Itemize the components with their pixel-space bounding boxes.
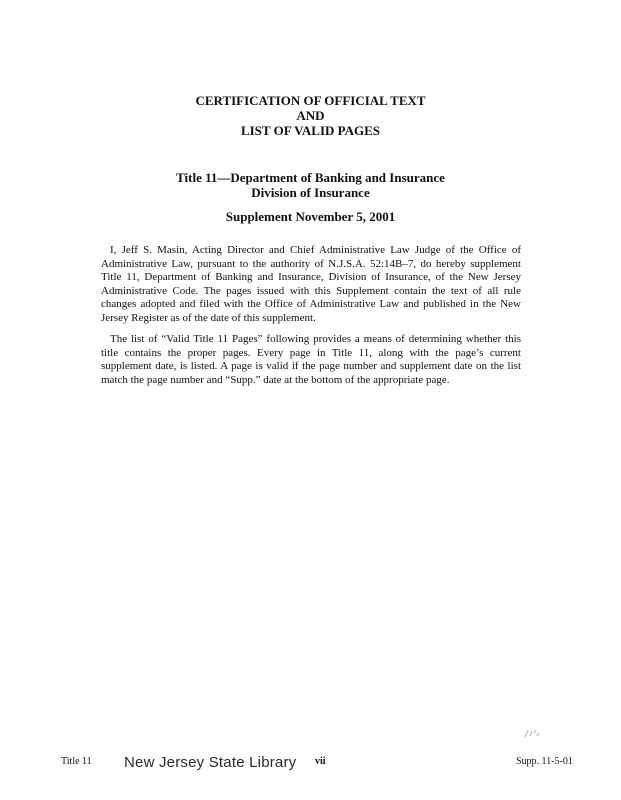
page-number: vii <box>315 756 326 767</box>
certification-line-1: CERTIFICATION OF OFFICIAL TEXT <box>195 93 426 108</box>
supplement-date: Supplement November 5, 2001 <box>225 209 396 224</box>
scan-mark-icon <box>524 728 540 738</box>
library-stamp: New Jersey State Library <box>124 754 297 771</box>
title-heading <box>0 170 621 200</box>
footer-supplement: Supp. 11-5-01 <box>516 756 573 767</box>
footer-title: Title 11 <box>61 756 92 767</box>
certification-line-3: LIST OF VALID PAGES <box>240 123 381 138</box>
title-line-1: Title 11—Department of Banking and Insurance <box>176 170 445 185</box>
valid-pages-paragraph: The list of “Valid Title 11 Pages” following provides a means of determining whether this title contains the proper pages. Every page in Title 11, along with the page’s current supplement date, is listed. A page is valid if the page number and supplement date on the list match the page number and “Supp.” date at the bottom of the appropriate page. <box>101 333 521 386</box>
certification-heading <box>0 93 621 138</box>
certification-line-2: AND <box>296 108 325 123</box>
title-line-2: Division of Insurance <box>251 185 370 200</box>
certification-paragraph: I, Jeff S. Masin, Acting Director and Chief Administrative Law Judge of the Office of Administrative Law, pursuant to the authority of N.J.S.A. 52:14B–7, do hereby supplement Title 11, Department of Banking and Insurance, Division of Insurance, of the New Jersey Administrative Code. The pages issued with this Supplement contain the text of all rule changes adopted and filed with the Office of Administrative Law and published in the New Jersey Register as of the date of this supplement. <box>101 244 521 324</box>
